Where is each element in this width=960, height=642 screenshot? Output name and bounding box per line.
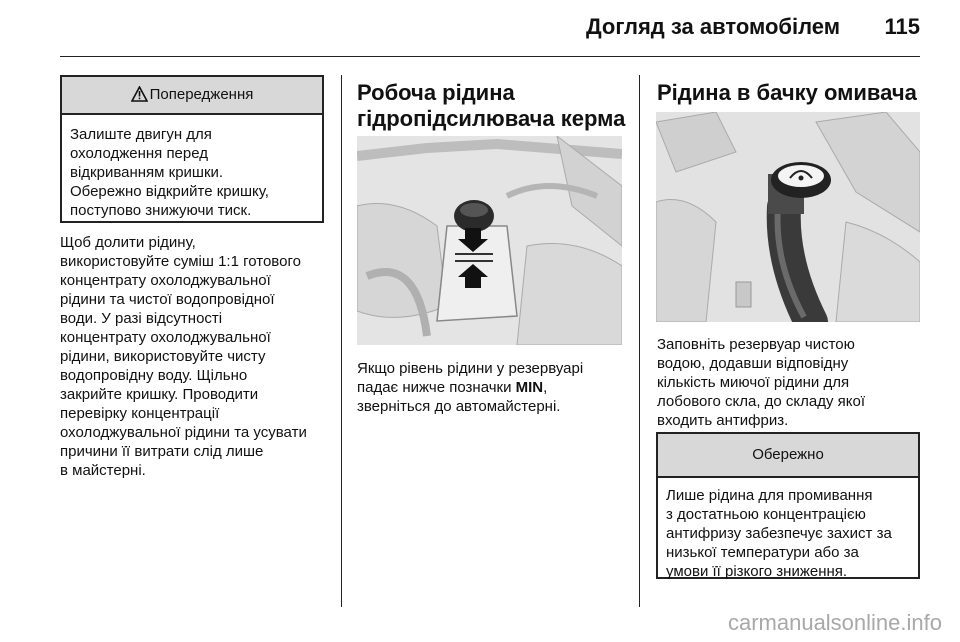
warning-line: поступово знижуючи тиск. [70,202,252,219]
text-line: використовуйте суміш 1:1 готового [60,253,301,270]
min-mark: MIN [515,379,544,396]
text-line: закрийте кришку. Проводити [60,386,259,403]
text-line: водою, додавши відповідну [657,355,849,372]
heading-line: гідропідсилювача керма [357,106,626,131]
text-line: концентрату охолоджувальної [60,329,271,346]
watermark: carmanualsonline.info [727,610,942,635]
text-line: концентрату охолоджувальної [60,272,271,289]
washer-fluid-heading: Рідина в бачку омивача [657,80,917,105]
caution-text [658,478,918,589]
text-line: Щоб долити рідину, [60,234,196,251]
text-line: кількість миючої рідини для [657,374,850,391]
warning-box [60,75,324,223]
column-divider-2 [639,75,640,607]
text-fragment: , [543,379,548,396]
column-divider-1 [341,75,342,607]
caution-line: низької температури або за [666,544,859,561]
text-fragment: падає нижче позначки [357,379,516,396]
caution-line: Лише рідина для промивання [666,487,873,504]
caution-title: Обережно [658,434,918,478]
power-steering-heading [357,80,637,132]
text-line: причини її витрати слід лише [60,443,264,460]
warning-title: Попередження [149,86,254,103]
text-line: в майстерні. [60,462,146,479]
caution-line: антифризу забезпечує захист за [666,525,892,542]
warning-box-header [62,77,322,115]
text-line: рідини, використовуйте чисту [60,348,266,365]
warning-line: охолодження перед [70,145,209,162]
warning-text [62,115,322,228]
heading-line: Робоча рідина [357,80,515,105]
text-line: Заповніть резервуар чистою [657,336,855,353]
text-line: води. У разі відсутності [60,310,223,327]
coolant-instructions [60,233,335,480]
text-line: перевірку концентрації [60,405,220,422]
text-line: лобового скла, до складу якої [657,393,866,410]
caution-line: умови її різкого зниження. [666,563,848,580]
warning-line: Обережно відкрийте кришку, [70,183,269,200]
text-line: Якщо рівень рідини у резервуарі [357,360,584,377]
text-line: рідини та чистої водопровідної [60,291,275,308]
washer-fluid-text [657,335,927,430]
text-line: охолоджувальної рідини та усувати [60,424,307,441]
caution-line: з достатньою концентрацією [666,506,866,523]
page-number: 115 [884,14,920,39]
warning-triangle-icon [131,80,148,116]
power-steering-reservoir-illustration [357,136,622,345]
caution-box [656,432,920,579]
text-line: водопровідну воду. Щільно [60,367,248,384]
text-line-min [357,378,632,397]
warning-line: відкриванням кришки. [70,164,224,181]
page-header-title: Догляд за автомобілем [585,14,840,39]
washer-reservoir-illustration [656,112,920,322]
power-steering-text [357,359,632,416]
header-rule [60,56,920,57]
warning-line: Залиште двигун для [70,126,212,143]
text-line: входить антифриз. [657,412,789,429]
text-line: зверніться до автомайстерні. [357,398,561,415]
